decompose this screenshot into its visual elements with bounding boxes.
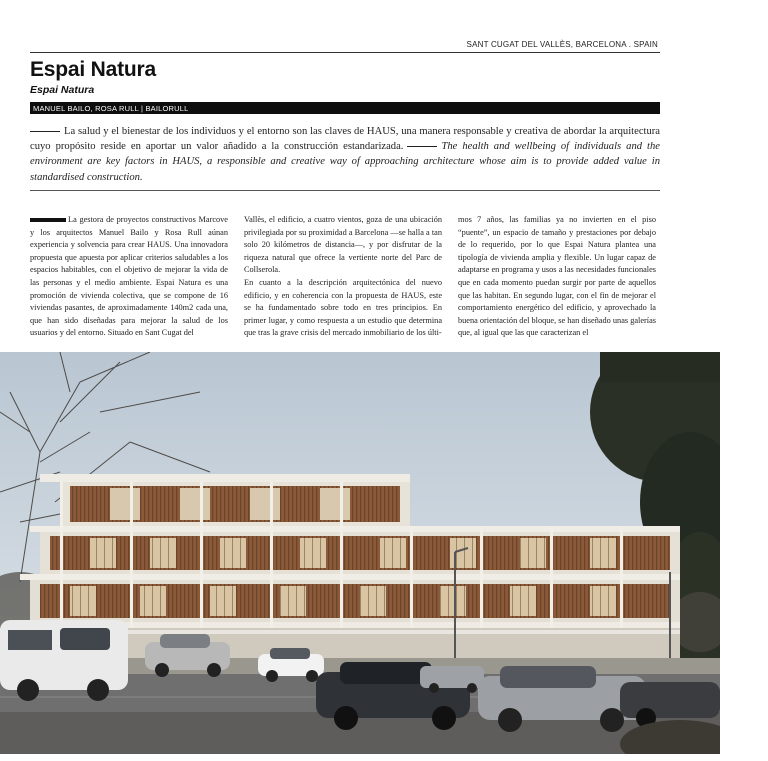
authors-credit: MANUEL BAILO, ROSA RULL | BAILORULL [33,103,189,113]
body-column-3 [458,214,656,340]
column-3-text: mos 7 años, las familias ya no invierten en el piso “puente”, un espacio de tamaño y prestaciones por debajo de lo requerido, por lo que Espai Natura plantea una tipología de vivienda amplia y flexible. Un lugar capaz de adaptarse en programa y usos a las necesidades funcionales que en cada momento puedan surgir por parte de aquellos que las habitan. En segundo lugar, con el fin de mejorar el comportamiento energético del edificio, y aprovechado la buena orientación del bloque, se han diseñado unas galerías que, al igual que las que caracterizan el [458,215,656,338]
building-photo-illustration [0,352,720,754]
authors-bar [30,102,660,114]
intro-dash [30,131,60,132]
intro-spanish: La salud y el bienestar de los individuos y el entorno son las claves de HAUS, una manera responsable y creativa de abordar la arquitectura cuyo propósito reside en aportar un valor añadido a la construcción estandarizada. [30,126,660,153]
location-label: SANT CUGAT DEL VALLÈS, BARCELONA . SPAIN [466,40,658,49]
intro-rule [30,190,660,191]
column-2-paragraph-2: En cuanto a la descripción arquitectónica del nuevo edificio, y en coherencia con la propuesta de HAUS, este se ha fundamentado sobre todo en tres principios. En primer lugar, y como respuesta a un estudio que determina que tras la grave crisis del mercado inmobiliario de los últi- [244,277,442,338]
column-2-paragraph-1: Vallès, el edificio, a cuatro vientos, goza de una ubicación privilegiada por su proximidad a Barcelona —se halla a tan solo 20 kilómetros de distancia—, y por disfrutar de la riqueza natural que ofrece la vertiente norte del Parc de Collserola. [244,215,442,275]
intro-english: The health and wellbeing of individuals and the environment are key factors in HAUS, a responsible and creative way of approaching architecture whose aim is to provide added value in standardised construction. [30,141,660,183]
body-column-2 [244,214,442,340]
body-column-1 [30,214,228,340]
building-photo [0,352,720,754]
page-title: Espai Natura [30,58,156,81]
page-subtitle: Espai Natura [30,84,95,96]
van-white [0,620,128,701]
column-1-text: La gestora de proyectos constructivos Marcove y los arquitectos Manuel Bailo y Rosa Rull aúnan experiencia y solvencia para crear HAUS. Una innovadora propuesta que apuesta por aplicar criterios saludables a los espacios habitables, con el objetivo de mejorar la vida de las personas y el medio ambiente. Espai Natura es una promoción de vivienda colectiva, que se compone de 16 viviendas pasantes, de aproximadamente 140m2 cada una, que han sido diseñadas para mejorar la salud de los usuarios y del entorno. Situado en Sant Cugat del [30,215,228,338]
top-rule [30,52,660,53]
lead-bar [30,218,66,222]
intro-paragraph [30,124,660,185]
intro-dash-2 [407,146,437,147]
